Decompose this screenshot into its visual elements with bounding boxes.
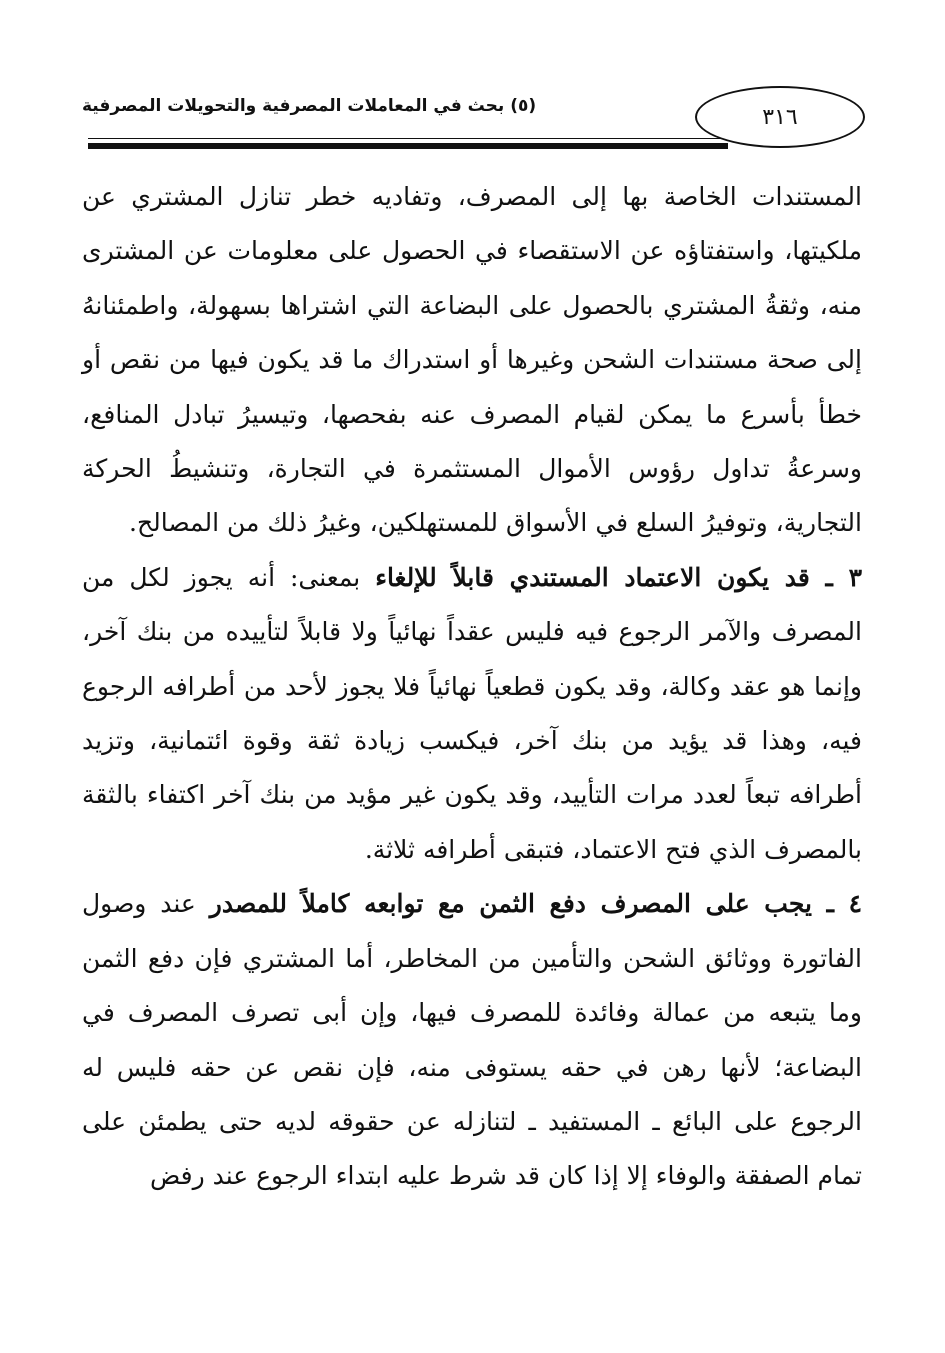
running-title: (٥) بحث في المعاملات المصرفية والتحويلات المصرفية (82, 96, 537, 116)
paragraph-1: المستندات الخاصة بها إلى المصرف، وتفاديه خطر تنازل المشتري عن ملكيتها، واستفتاؤه عن الاستقصاء في الحصول على معلومات عن المشترى منه، وثقةُ المشتري بالحصول على البضاعة التي اشتراها بسهولة، واطمئنانهُ إلى صحة مستندات الشحن وغيرها أو استدراك ما قد يكون فيها من نقص أو خطأ بأسرع ما يمكن لقيام المصرف عنه بفحصها، وتيسيرُ تبادل المنافع، وسرعةُ تداول رؤوس الأموال المستثمرة في التجارة، وتنشيطُ الحركة التجارية، وتوفيرُ السلع في الأسواق للمستهلكين، وغيرُ ذلك من المصالح. (82, 182, 862, 538)
body-text (82, 170, 862, 1204)
paragraph-3-text: عند وصول الفاتورة ووثائق الشحن والتأمين من المخاطر، أما المشتري فإن دفع الثمن وما يتبعه من عمالة وفائدة للمصرف فيها، وإن أبى تصرف المصرف في البضاعة؛ لأنها رهن في حقه يستوفى منه، فإن نقص عن حقه فليس له الرجوع على البائع ـ المستفيد ـ لتنازله عن حقوقه لديه حتى يطمئن على تمام الصفقة والوفاء إلا إذا كان قد شرط عليه ابتداء الرجوع عند رفض (82, 889, 862, 1191)
paragraph-3-heading: ٤ ـ يجب على المصرف دفع الثمن مع توابعه كاملاً للمصدر (209, 889, 862, 919)
page-number-oval (695, 86, 865, 148)
paragraph-2-text: بمعنى: أنه يجوز لكل من المصرف والآمر الرجوع فيه فليس عقداً نهائياً ولا قابلاً لتأييده من بنك آخر، وإنما هو عقد وكالة، وقد يكون قطعياً نهائياً فلا يجوز لأحد من أطرافه الرجوع فيه، وهذا قد يؤيد من بنك آخر، فيكسب زيادة ثقة وقوة ائتمانية، وتزيد أطرافه تبعاً لعدد مرات التأييد، وقد يكون غير مؤيد من بنك آخر اكتفاء بالثقة بالمصرف الذي فتح الاعتماد، فتبقى أطرافه ثلاثة. (82, 562, 862, 864)
paragraph-2 (82, 551, 862, 877)
paragraph-3 (82, 877, 862, 1203)
header-rule-thick (88, 143, 728, 149)
page-number: ٣١٦ (762, 104, 798, 130)
header-rule-thin (88, 138, 728, 139)
paragraph-2-heading: ٣ ـ قد يكون الاعتماد المستندي قابلاً للإلغاء (375, 562, 862, 592)
